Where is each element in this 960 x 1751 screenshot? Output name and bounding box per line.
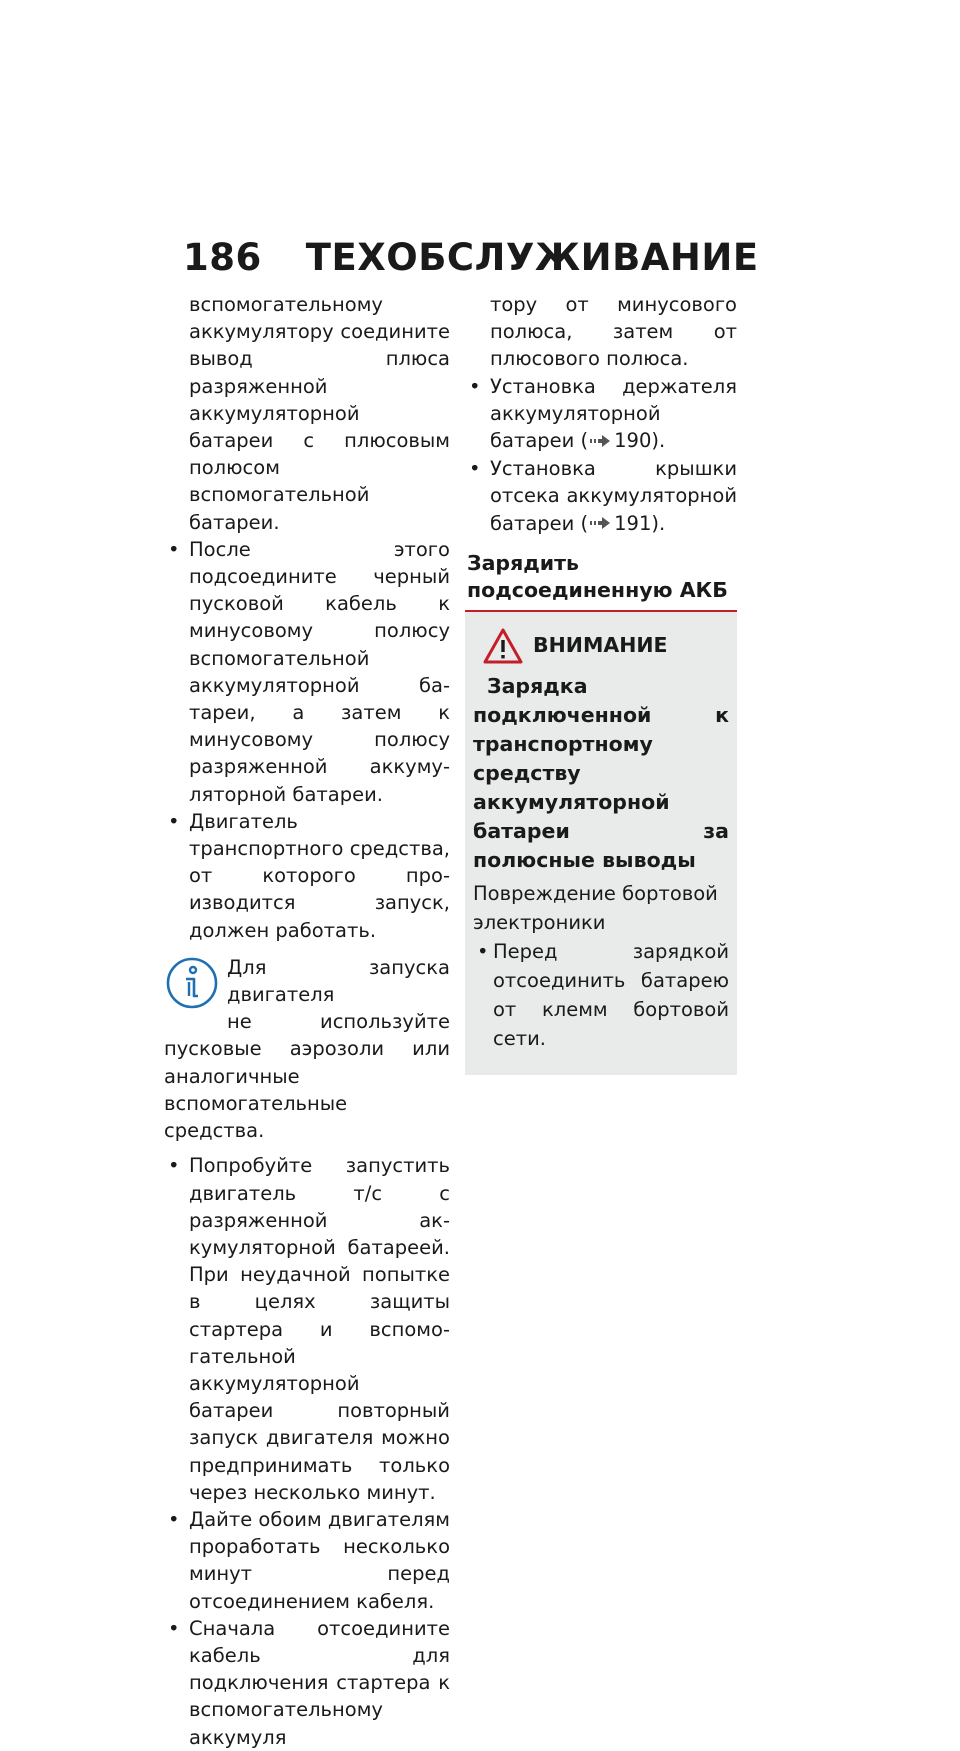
continued-paragraph: тору от минусового полюса, затем от плюсового полюса. [490,293,737,371]
warning-box [465,612,737,1075]
list-item: • Перед зарядкой отсоединить батарею от клемм бортовой сети. [477,939,729,1050]
page-reference[interactable]: 191). [614,511,666,535]
warning-label: ВНИМАНИЕ [533,633,668,657]
page-number: 186 [183,236,262,279]
page-header [183,236,759,279]
list-item: • Сначала отсоедините кабель для подключения стартера к вспомогательному аккумуля [168,1616,450,1749]
list-item: • Установка крышки отсека аккумуляторной батареи ( 191). [465,455,737,538]
chapter-title: ТЕХОБСЛУЖИВАНИЕ [305,236,759,279]
page-reference[interactable]: 190). [614,429,666,453]
warning-triangle-icon [483,628,523,664]
warning-body: Повреждение бортовой электроники [473,881,718,934]
list-item: • Попробуйте запустить двигатель т/с с разряженной аккумуляторной батареей. При неудачной попытке в целях защиты стартера и вспомогательной аккумуляторной батареи повторный запуск двигателя можно предпринимать только через несколько минут. [168,1154,450,1504]
info-text-line: не используйте пусковые аэрозоли или аналогичные вспомогательные средства. [164,1010,450,1143]
warning-title [483,628,729,664]
info-note [164,954,450,1144]
left-column [164,291,450,1751]
list-item: • Установка держателя аккумуляторной батареи ( 190). [465,373,737,456]
list-item: • После этого подсоедините черный пусковой кабель к минусовому полюсу вспомогательной аккумуляторной батареи, а затем к минусовому полюсу разряженной аккумуляторной батареи. [168,537,450,806]
info-text-line: Для запуска двигателя [227,955,450,1007]
info-icon [165,956,219,1010]
list-item: • Дайте обоим двигателям проработать несколько минут перед отсоединением кабеля. [168,1507,450,1613]
section-heading: Зарядить подсоединенную АКБ [467,550,728,602]
right-column [465,291,737,1075]
list-item: • Двигатель транспортного средства, от которого производится запуск, должен работать. [168,809,450,942]
continued-paragraph: вспомогательному аккумулятору соедините вывод плюса разряженной аккумуляторной батареи с плюсовым полюсом вспомогательной батареи. [189,293,450,534]
warning-heading: Зарядка подключенной к транспортному средству аккумуляторной батареи за полюсные выводы [473,673,729,872]
arrow-right-icon [590,510,612,537]
arrow-right-icon [590,428,612,455]
